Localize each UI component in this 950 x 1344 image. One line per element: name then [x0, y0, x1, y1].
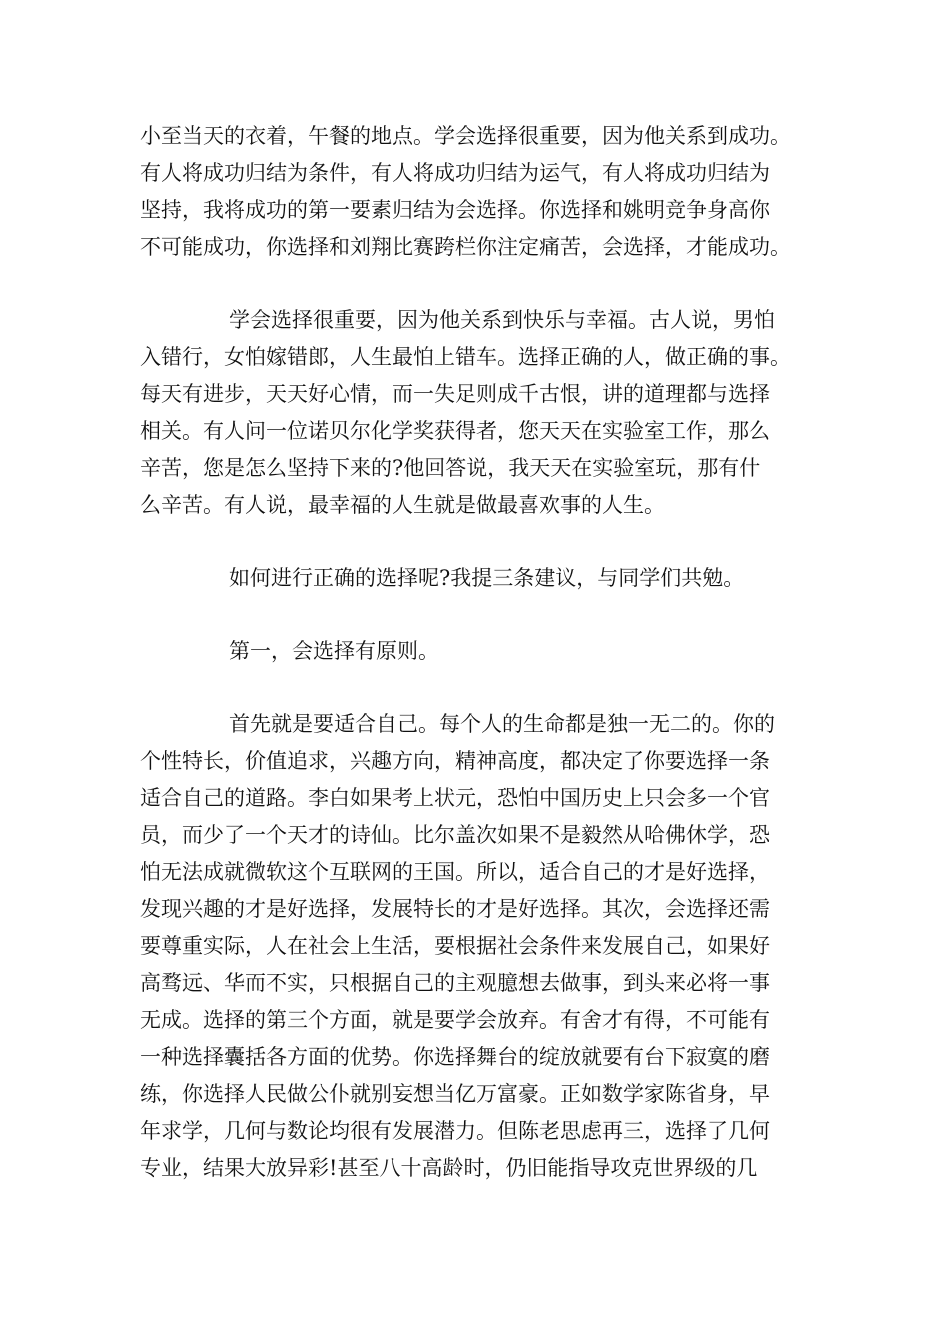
paragraph [140, 118, 840, 266]
text-line: 发现兴趣的才是好选择，发展特长的才是好选择。其次，会选择还需 [140, 897, 770, 921]
text-line: 个性特长，价值追求，兴趣方向，精神高度，都决定了你要选择一条 [140, 749, 770, 773]
section-heading [140, 633, 840, 670]
paragraph [140, 560, 840, 597]
text-line: 么辛苦。有人说，最幸福的人生就是做最喜欢事的人生。 [140, 493, 665, 517]
text-line: 每天有进步，天天好心情，而一失足则成千古恨，讲的道理都与选择 [140, 382, 770, 406]
text-line: 相关。有人问一位诺贝尔化学奖获得者，您天天在实验室工作，那么 [140, 419, 770, 443]
text-line: 如何进行正确的选择呢?我提三条建议，与同学们共勉。 [229, 566, 745, 590]
text-line: 坚持，我将成功的第一要素归结为会选择。你选择和姚明竞争身高你 [140, 198, 770, 222]
text-line: 入错行，女怕嫁错郎，人生最怕上错车。选择正确的人，做正确的事。 [140, 345, 791, 369]
text-line: 要尊重实际，人在社会上生活，要根据社会条件来发展自己，如果好 [140, 934, 770, 958]
text-line: 第一，会选择有原则。 [229, 639, 439, 663]
paragraph-spacer [140, 524, 840, 560]
text-line: 高骛远、华而不实，只根据自己的主观臆想去做事，到头来必将一事 [140, 971, 770, 995]
text-line: 无成。选择的第三个方面，就是要学会放弃。有舍才有得，不可能有 [140, 1008, 770, 1032]
text-line: 怕无法成就微软这个互联网的王国。所以，适合自己的才是好选择， [140, 860, 770, 884]
paragraph-spacer [140, 670, 840, 706]
document-body [140, 118, 840, 1187]
paragraph [140, 706, 840, 1187]
text-line: 专业，结果大放异彩!甚至八十高龄时，仍旧能指导攻克世界级的几 [140, 1156, 758, 1180]
text-line: 首先就是要适合自己。每个人的生命都是独一无二的。你的 [229, 712, 775, 736]
paragraph-spacer [140, 597, 840, 633]
text-line: 一种选择囊括各方面的优势。你选择舞台的绽放就要有台下寂寞的磨 [140, 1045, 770, 1069]
text-line: 学会选择很重要，因为他关系到快乐与幸福。古人说，男怕 [229, 308, 775, 332]
text-line: 适合自己的道路。李白如果考上状元，恐怕中国历史上只会多一个官 [140, 786, 770, 810]
paragraph-spacer [140, 266, 840, 302]
text-line: 年求学，几何与数论均很有发展潜力。但陈老思虑再三，选择了几何 [140, 1119, 770, 1143]
text-line: 练，你选择人民做公仆就别妄想当亿万富豪。正如数学家陈省身，早 [140, 1082, 770, 1106]
text-line: 员，而少了一个天才的诗仙。比尔盖次如果不是毅然从哈佛休学，恐 [140, 823, 770, 847]
text-line: 不可能成功，你选择和刘翔比赛跨栏你注定痛苦，会选择，才能成功。 [140, 235, 791, 259]
text-line: 小至当天的衣着，午餐的地点。学会选择很重要，因为他关系到成功。 [140, 124, 791, 148]
text-line: 辛苦，您是怎么坚持下来的?他回答说，我天天在实验室玩，那有什 [140, 456, 761, 480]
paragraph [140, 302, 840, 524]
text-line: 有人将成功归结为条件，有人将成功归结为运气，有人将成功归结为 [140, 161, 770, 185]
